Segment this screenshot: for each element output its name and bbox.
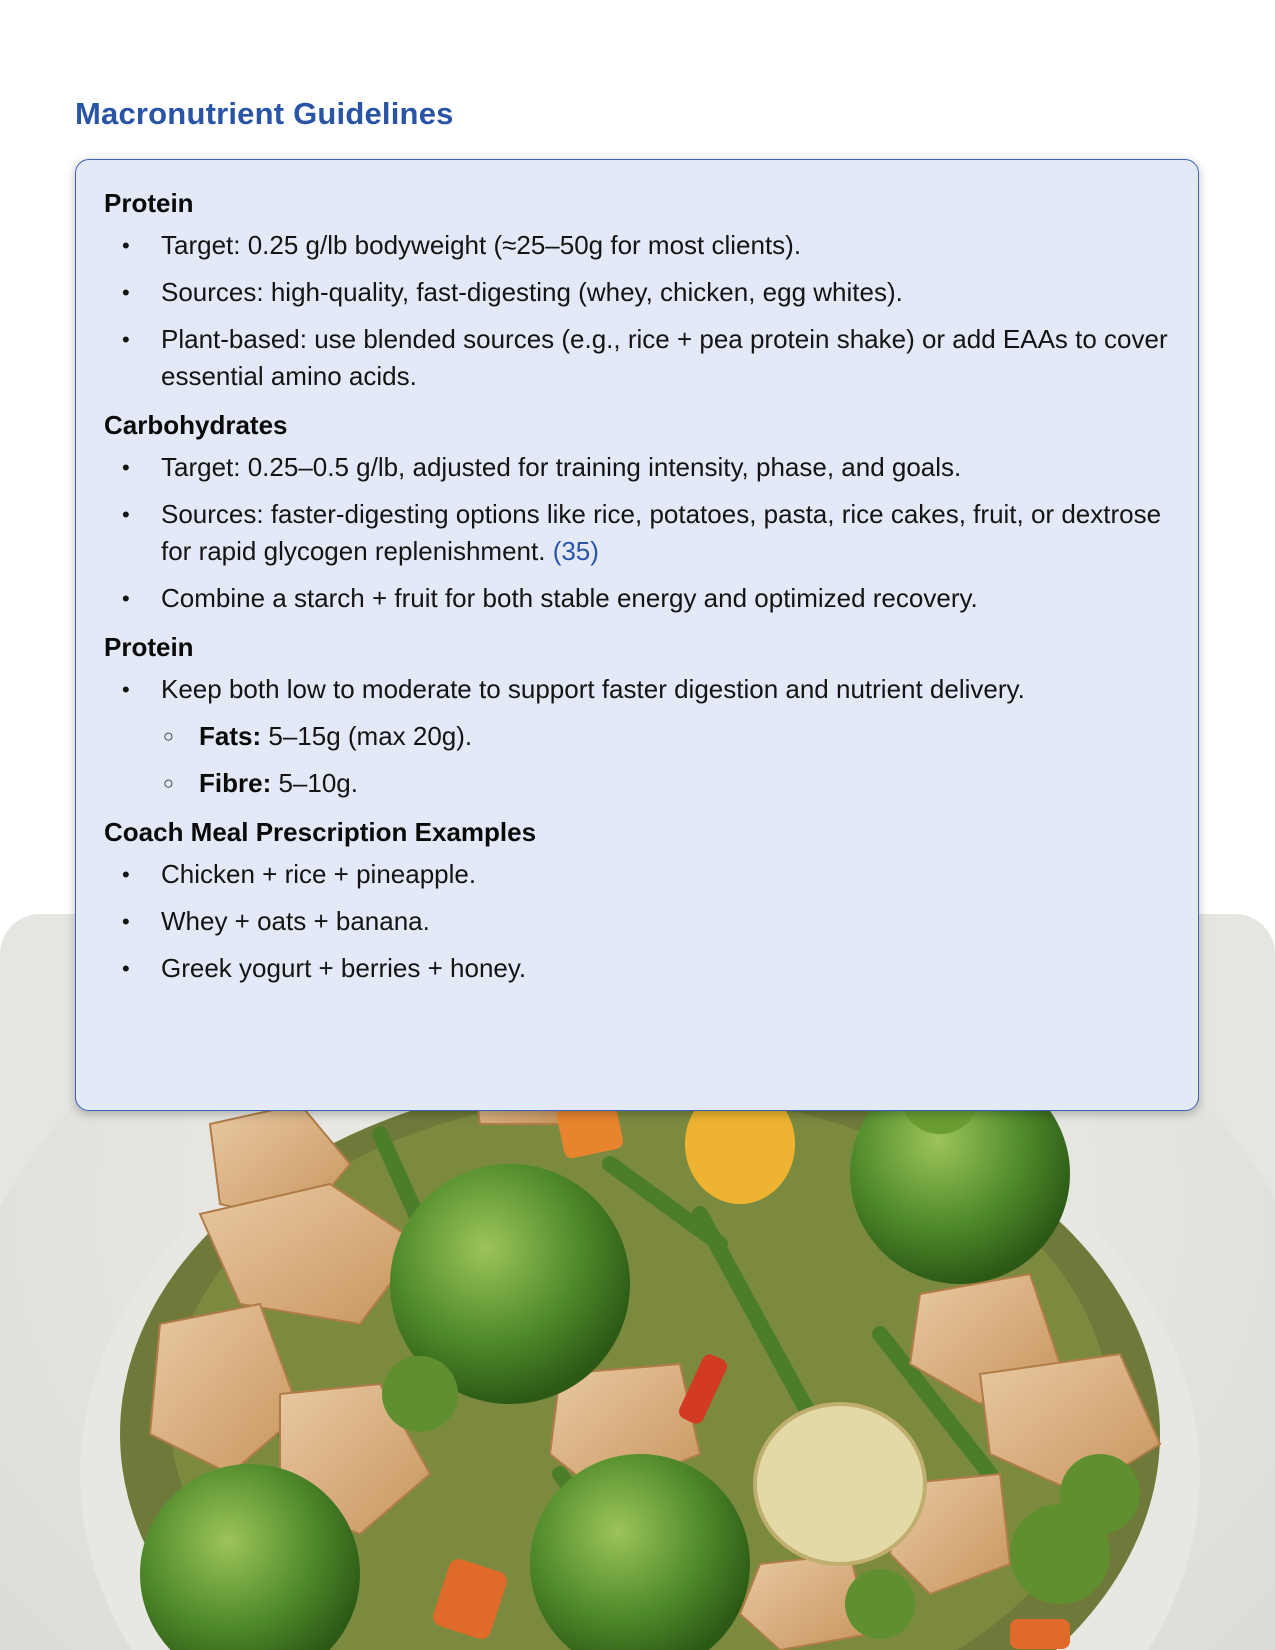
section-heading-fats-fibre: Protein [104, 632, 194, 662]
list-item: • Combine a starch + fruit for both stable energy and optimized recovery. [104, 580, 1170, 617]
sub-item-label: Fats: [199, 721, 262, 751]
page-title: Macronutrient Guidelines [75, 96, 454, 131]
list-item: • Target: 0.25–0.5 g/lb, adjusted for training intensity, phase, and goals. [104, 449, 1170, 486]
list-item-text: Keep both low to moderate to support faster digestion and nutrient delivery. [161, 674, 1025, 704]
list-item [104, 671, 1170, 802]
sub-item-label: Fibre: [199, 768, 272, 798]
citation-link[interactable]: (35) [552, 536, 599, 566]
list-item [104, 496, 1170, 570]
sub-list-item-fats [161, 718, 1170, 755]
macronutrient-card [75, 159, 1199, 1111]
list-item: • Chicken + rice + pineapple. [104, 856, 1170, 893]
sub-item-value: 5–15g (max 20g). [268, 721, 473, 751]
sub-list [161, 718, 1170, 802]
section-heading-protein: Protein [104, 188, 194, 218]
list-item: • Greek yogurt + berries + honey. [104, 950, 1170, 987]
list-item: • Plant-based: use blended sources (e.g., rice + pea protein shake) or add EAAs to cover essential amino acids. [104, 321, 1170, 395]
list-item-text: Sources: faster-digesting options like rice, potatoes, pasta, rice cakes, fruit, or dextrose for rapid glycogen replenishment. [161, 499, 1162, 566]
fats-fibre-list [104, 671, 1170, 802]
list-item: • Target: 0.25 g/lb bodyweight (≈25–50g for most clients). [104, 227, 1170, 264]
carbohydrates-list [104, 449, 1170, 617]
sub-item-value: 5–10g. [278, 768, 358, 798]
list-item: • Whey + oats + banana. [104, 903, 1170, 940]
examples-list [104, 856, 1170, 987]
protein-list [104, 227, 1170, 395]
section-heading-examples: Coach Meal Prescription Examples [104, 817, 537, 847]
section-heading-carbohydrates: Carbohydrates [104, 410, 288, 440]
sub-list-item-fibre [161, 765, 1170, 802]
list-item: • Sources: high-quality, fast-digesting (whey, chicken, egg whites). [104, 274, 1170, 311]
